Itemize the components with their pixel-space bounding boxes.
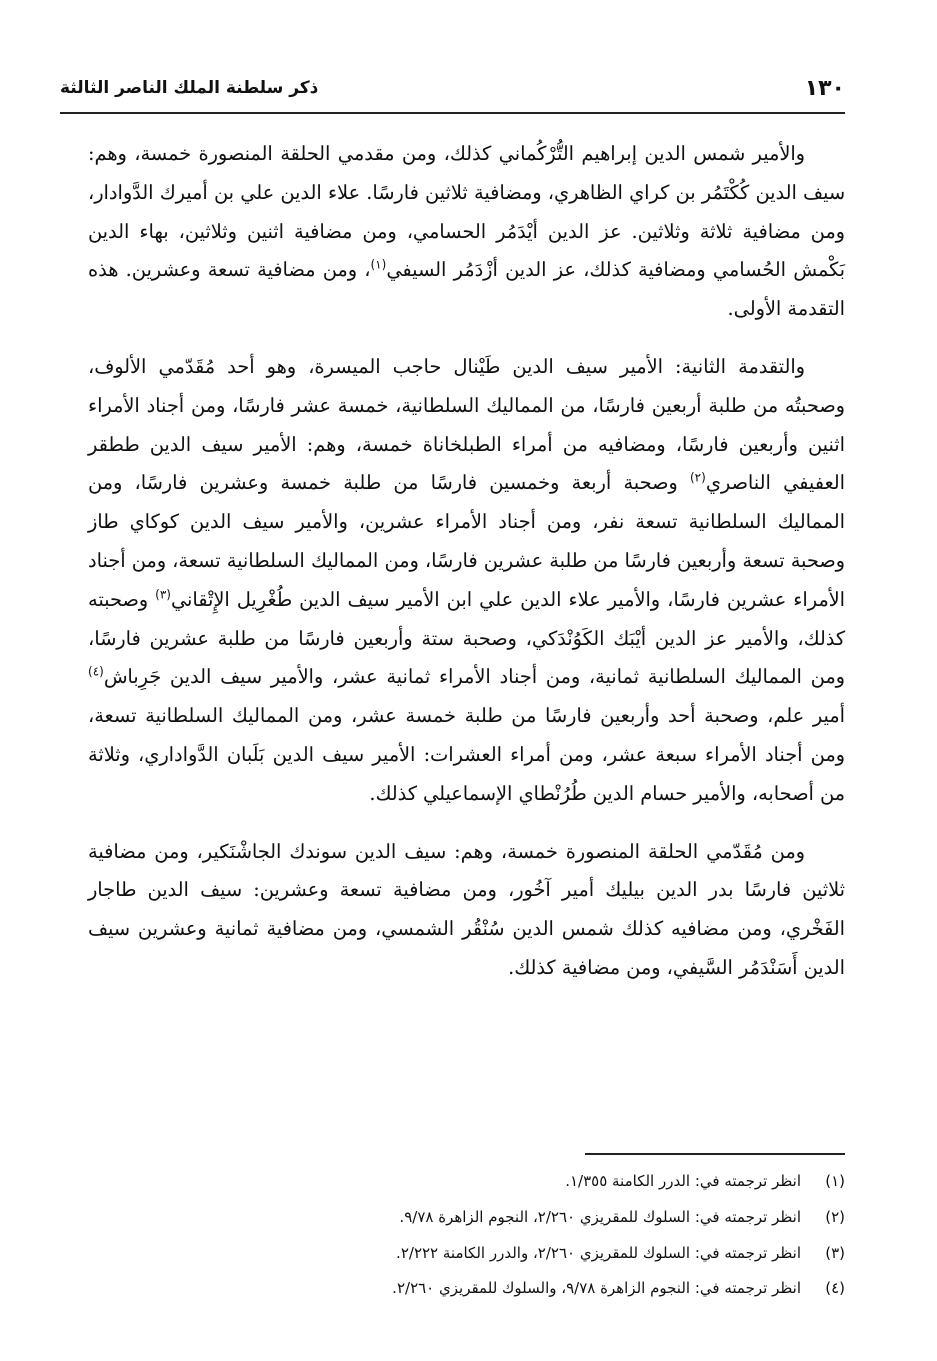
footnotes bbox=[90, 1164, 845, 1307]
paragraph-first-division bbox=[88, 135, 845, 329]
footnote-ref: (٣) bbox=[155, 587, 171, 602]
footnote-number: (٤) bbox=[825, 1279, 845, 1298]
footnote-ref: (٤) bbox=[88, 664, 104, 679]
footnote-text: انظر ترجمته في: الدرر الكامنة ١/٣٥٥. bbox=[565, 1172, 801, 1190]
running-title: ذكر سلطنة الملك الناصر الثالثة bbox=[60, 78, 319, 98]
footnote-ref: (٢) bbox=[689, 470, 706, 485]
footnote-text: انظر ترجمته في: السلوك للمقريزي ٢/٢٦٠، والدرر الكامنة ٢/٢٢٢. bbox=[396, 1243, 801, 1262]
paragraph-second-division bbox=[88, 348, 845, 814]
footnote-divider bbox=[585, 1153, 845, 1155]
paragraph-text: ، ومن مضافية تسعة وعشرين. هذه التقدمة الأولى. bbox=[88, 258, 845, 321]
footnote-item bbox=[90, 1200, 845, 1236]
footnote-number: (١) bbox=[825, 1172, 845, 1190]
page-number: ١٣٠ bbox=[804, 76, 845, 101]
footnote-number: (٢) bbox=[825, 1207, 845, 1226]
paragraph-text: وصحبته كذلك، والأمير عز الدين أيْبَك الكَوُنْدَكي، وصحبة ستة وأربعين فارسًا من طلبة عشرين فارسًا، ومن المماليك السلطانية ثمانية، ومن أجناد الأمراء ثمانية عشر، والأمير سيف الدين جَرِباش bbox=[88, 587, 845, 689]
footnote-item bbox=[90, 1236, 845, 1272]
footnote-text: انظر ترجمته في: السلوك للمقريزي ٢/٢٦٠، النجوم الزاهرة ٩/٧٨. bbox=[399, 1207, 801, 1226]
footnote-item bbox=[90, 1164, 845, 1200]
footnote-ref: (١) bbox=[370, 257, 387, 272]
footnote-number: (٣) bbox=[825, 1243, 845, 1262]
footnote-item bbox=[90, 1271, 845, 1307]
footnote-text: انظر ترجمته في: النجوم الزاهرة ٩/٧٨، والسلوك للمقريزي ٢/٢٦٠. bbox=[392, 1279, 801, 1298]
page-header bbox=[60, 72, 845, 114]
paragraph-text: والتقدمة الثانية: الأمير سيف الدين طَيْنال حاجب الميسرة، وهو أحد مُقَدّمي الألوف، وصحبتُه من طلبة أربعين فارسًا، من المماليك السلطانية، خمسة عشر فارسًا، ومن أجناد الأمراء اثنين وأربعين فارسًا، ومضافيه من أمراء الطبلخاناة خمسة، وهم: الأمير سيف الدين ططقر العفيفي الناصري bbox=[88, 354, 846, 495]
paragraph-text: أمير علم، وصحبة أحد وأربعين فارسًا من طلبة خمسة عشر، ومن المماليك السلطانية تسعة، ومن أجناد الأمراء سبعة عشر، ومن أمراء العشرات: الأمير سيف الدين بَلَبان الدَّواداري، وثلاثة من أصحابه، والأمير حسام الدين طُرُنْطاي الإسماعيلي كذلك. bbox=[88, 704, 845, 805]
paragraph-halqa-commanders: ومن مُقَدّمي الحلقة المنصورة خمسة، وهم: سيف الدين سوندك الجاشْنَكير، ومن مضافية ثلاثين فارسًا بدر الدين بيليك أمير آخُور، ومن مضافية تسعة وعشرين: سيف الدين طاجار الفَخْري، ومن مضافيه كذلك شمس الدين سُنْقُر الشمسي، ومن مضافية ثمانية وعشرين سيف الدين أَسَنْدَمُر السَّيفي، ومن مضافية كذلك. bbox=[88, 839, 845, 979]
paragraph-text: وصحبة أربعة وخمسين فارسًا من طلبة خمسة وعشرين فارسًا، ومن المماليك السلطانية تسعة نفر، ومن أجناد الأمراء عشرين، والأمير سيف الدين كوكاي طاز وصحبة تسعة وأربعين فارسًا من طلبة عشرين فارسًا، ومن المماليك السلطانية تسعة، ومن أجناد الأمراء عشرين فارسًا، والأمير علاء الدين علي ابن الأمير سيف الدين طُغْرِيل الإِتْقاني bbox=[88, 471, 846, 611]
body-text bbox=[88, 135, 845, 1007]
paragraph-text: والأمير شمس الدين إبراهيم التُّرْكُماني كذلك، ومن مقدمي الحلقة المنصورة خمسة، وهم: سيف الدين كُكْتَمُر بن كراي الظاهري، ومضافية ثلاثين فارسًا. علاء الدين علي بن أميرك الدَّوادار، ومن مضافية ثلاثة وثلاثين. عز الدين أيْدَمُر الحسامي، ومن مضافية اثنين وثلاثين، بهاء الدين بَكْمش الحُسامي ومضافية كذلك، عز الدين أزْدَمُر السيفي bbox=[88, 142, 846, 282]
